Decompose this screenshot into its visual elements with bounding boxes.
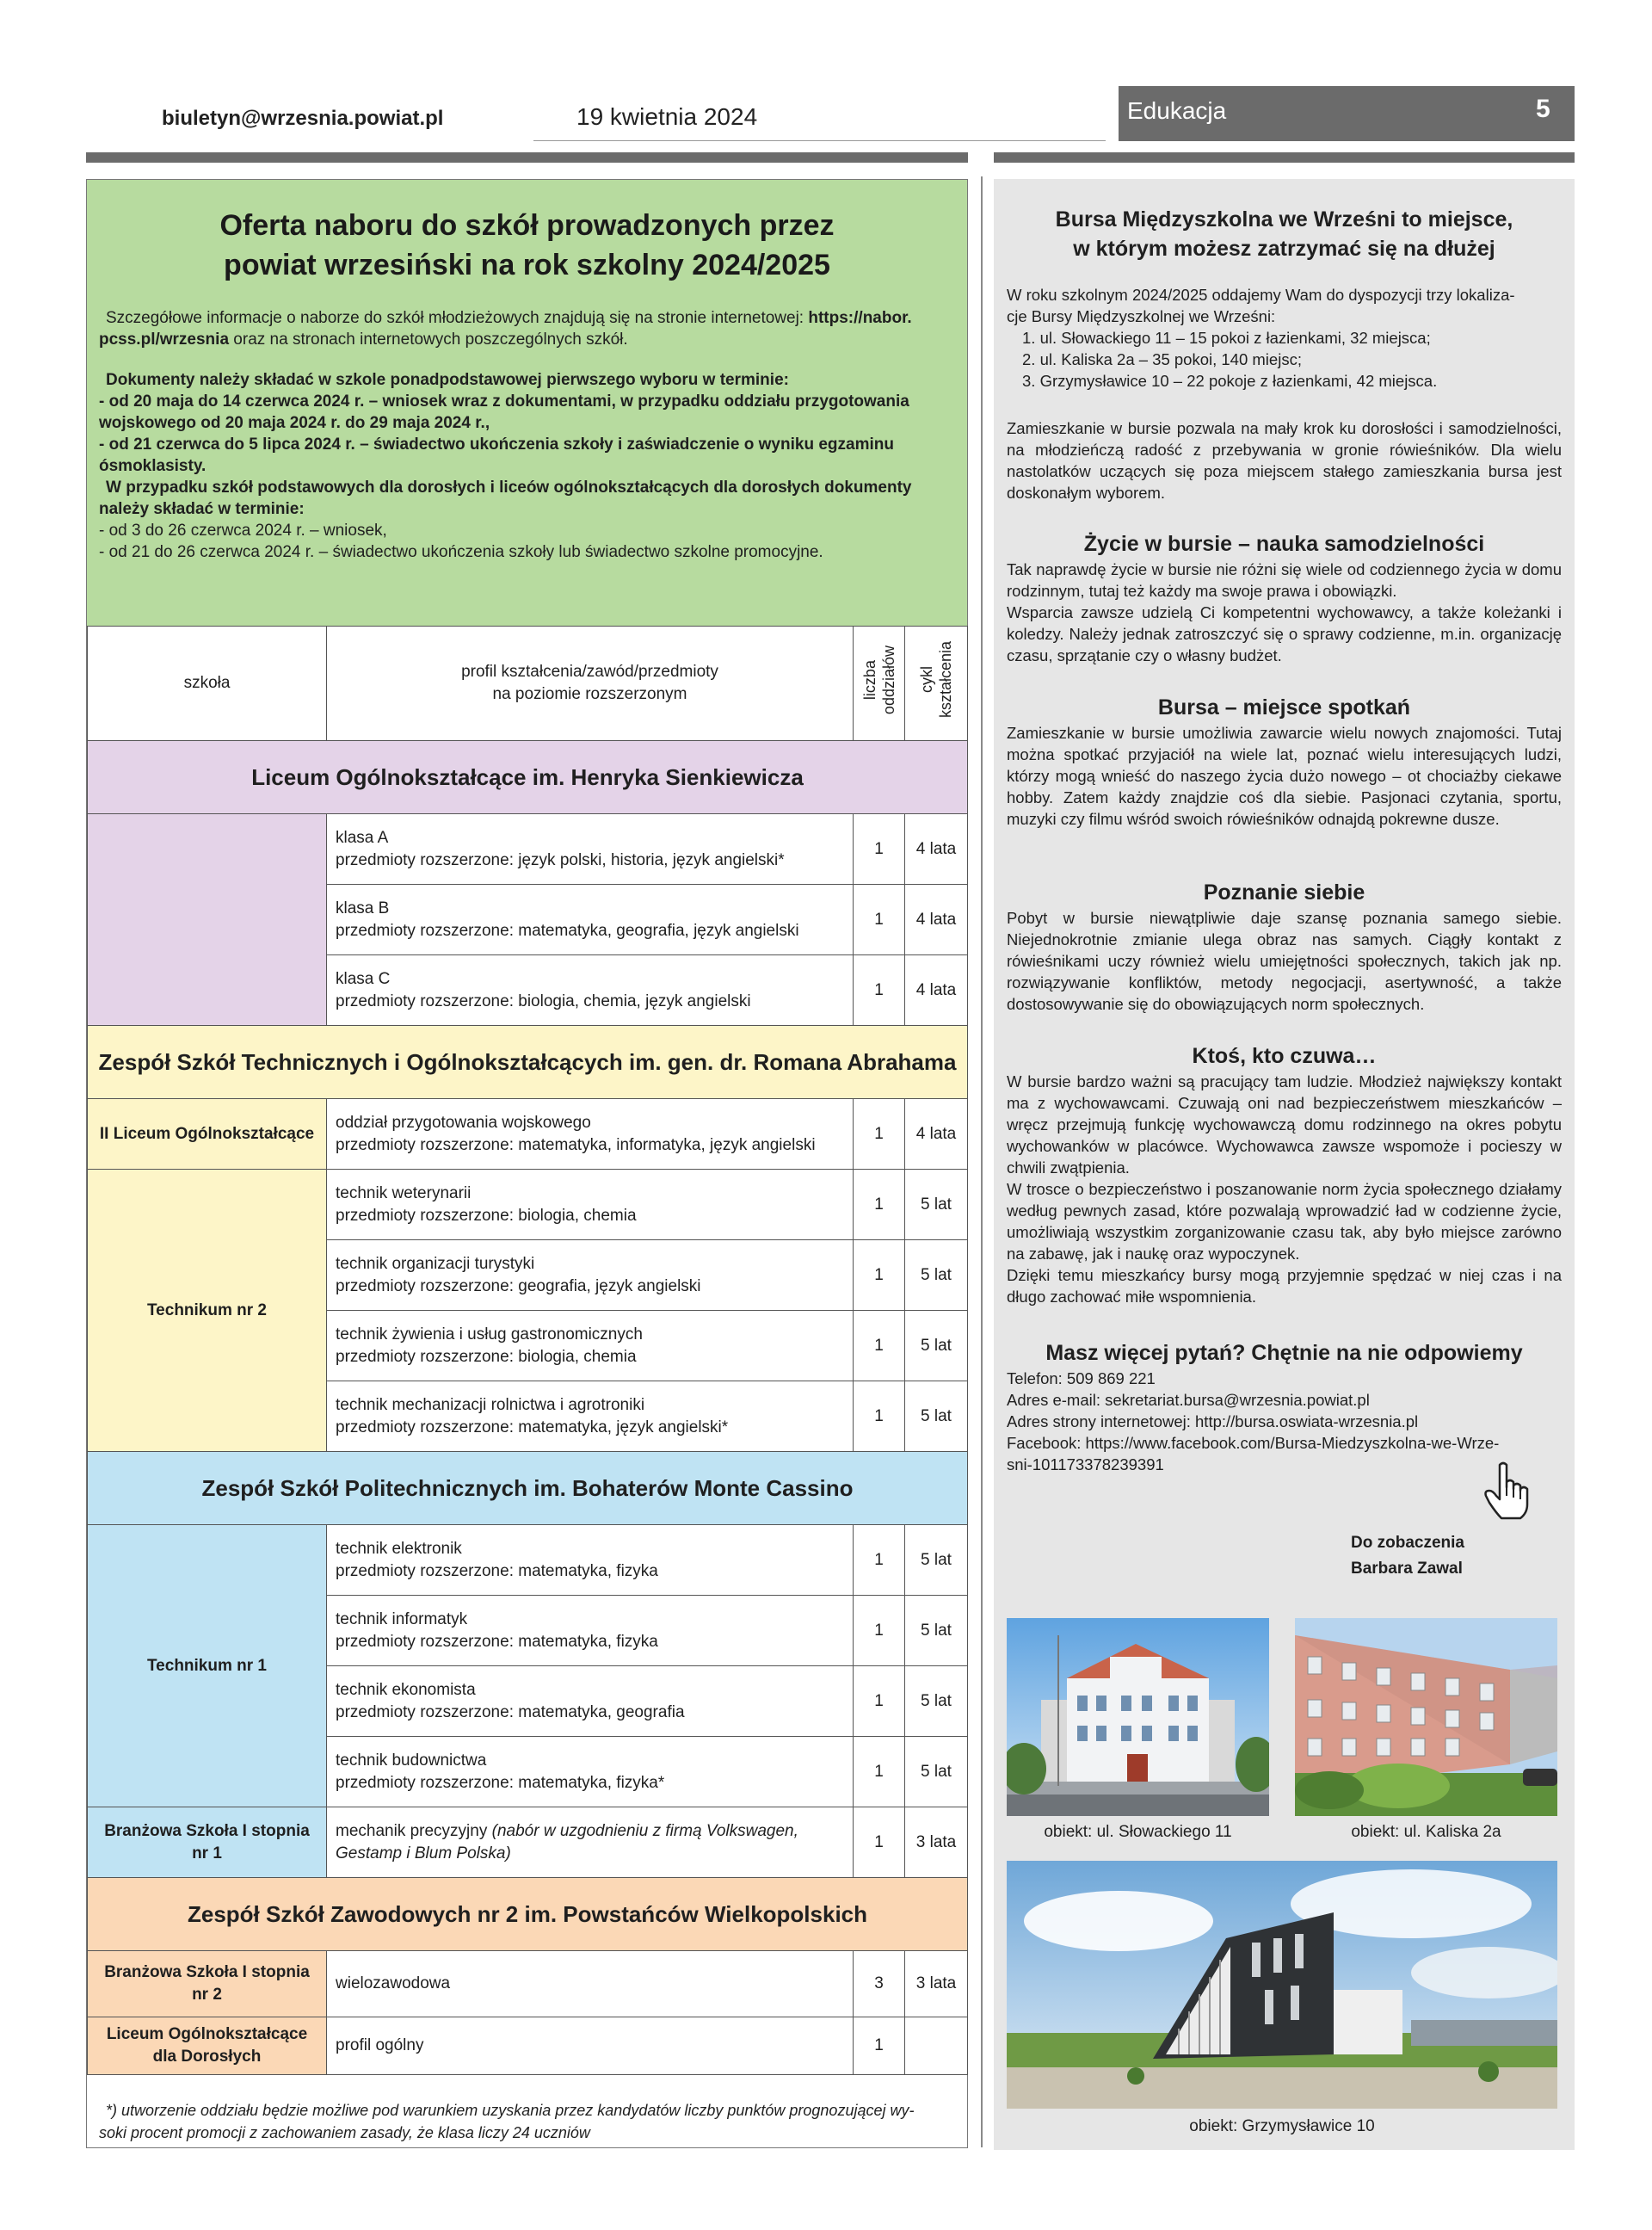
header-classes-text: liczba oddziałów xyxy=(860,645,897,715)
header-classes xyxy=(854,627,905,741)
cycle-cell: 5 lat xyxy=(905,1525,968,1596)
classes-cell: 1 xyxy=(854,1525,905,1596)
contact-email[interactable]: Adres e-mail: sekretariat.bursa@wrzesnia.powiat.pl xyxy=(1007,1391,1370,1409)
school-cell: Technikum nr 1 xyxy=(88,1525,327,1807)
bursa-section-life xyxy=(1007,529,1562,666)
profile-cell: klasa B przedmioty rozszerzone: matematyka, geografia, język angielski xyxy=(327,885,854,955)
info-link-part2[interactable]: pcss.pl/wrzesnia xyxy=(99,330,230,349)
classes-cell: 3 xyxy=(854,1951,905,2017)
intro-line1: W roku szkolnym 2024/2025 oddajemy Wam do dyspozycji trzy lokaliza- xyxy=(1007,286,1515,304)
table-header-row xyxy=(88,627,968,741)
signature-author: Barbara Zawal xyxy=(1351,1560,1463,1578)
section-name: Zespół Szkół Politechnicznych im. Bohaterów Monte Cassino xyxy=(88,1452,968,1525)
signature xyxy=(1351,1530,1464,1582)
cycle-cell: 5 lat xyxy=(905,1381,968,1452)
cycle-cell: 4 lata xyxy=(905,1099,968,1170)
profile-cell: technik organizacji turystyki przedmioty rozszerzone: geografia, język angielski xyxy=(327,1240,854,1311)
table-row xyxy=(88,1525,968,1596)
rule-left xyxy=(86,152,968,163)
offer-title-line2: powiat wrzesiński na rok szkolny 2024/2025 xyxy=(224,249,830,281)
cycle-cell: 4 lata xyxy=(905,814,968,885)
bursa-intro xyxy=(1007,284,1562,392)
docs-term2b: ósmoklasisty. xyxy=(99,457,206,475)
classes-cell: 1 xyxy=(854,885,905,955)
header-email[interactable]: biuletyn@wrzesnia.powiat.pl xyxy=(162,107,444,130)
classes-cell: 1 xyxy=(854,1311,905,1381)
caption-slowackiego: obiekt: ul. Słowackiego 11 xyxy=(1044,1823,1232,1841)
classes-cell: 1 xyxy=(854,1170,905,1240)
schools-table xyxy=(87,626,968,2075)
info-paragraph-cont xyxy=(99,329,959,350)
section-name: Zespół Szkół Zawodowych nr 2 im. Powstańców Wielkopolskich xyxy=(88,1878,968,1951)
admissions-panel xyxy=(86,179,968,2148)
info-post: oraz na stronach internetowych poszczególnych szkół. xyxy=(229,330,628,349)
section-body: W bursie bardzo ważni są pracujący tam ludzie. Młodzież największy kontakt ma z wychowawcami. Czuwają oni nad bezpieczeństwem mieszkańców – wręcz przejmują funkcję wychowawczą domu rodzinnego na okres pobytu wychowanków w placówce. Wychowawca zawsze wspomoże i pocieszy w chwili zwątpienia. W trosce o bezpieczeństwo i poszanowanie norm życia społecznego działamy według pewnych zasad, które pozwalają wprowadzić ład w codzienne życie, umożliwiają wszystkim zorganizowanie czasu tak, aby było miejsce zarówno na zabawę, jak i naukę oraz wypoczynek. Dzięki temu mieszkańcy bursy mogą przyjemnie spędzać w niej czas i na długo zachować miłe wspomnienia. xyxy=(1007,1072,1562,1306)
contact-body xyxy=(1007,1368,1562,1475)
section-body: Tak naprawdę życie w bursie nie różni się wiele od codziennego życia w domu rodzinnym, tutaj też każdy ma swoje prawa i obowiązki. Wsparcia zawsze udzielą Ci kompetentni wychowawcy, a także koleżanki i koledzy. Należy jednak zatroszczyć się o sprawy codzienne, m.in. organizację czasu, sprzątanie czy o własny budżet. xyxy=(1007,560,1562,664)
section-heading: Bursa – miejsce spotkań xyxy=(1157,695,1411,720)
school-cell-empty xyxy=(88,814,327,1026)
offer-title-line1: Oferta naboru do szkół prowadzonych przez xyxy=(219,209,835,242)
profile-cell: technik żywienia i usług gastronomicznych przedmioty rozszerzone: biologia, chemia xyxy=(327,1311,854,1381)
docs-term1b: wojskowego od 20 maja 2024 r. do 29 maja 2024 r., xyxy=(99,414,490,432)
cycle-cell xyxy=(905,2017,968,2075)
photo-kaliska xyxy=(1295,1618,1557,1816)
location-item: 2. ul. Kaliska 2a – 35 pokoi, 140 miejsc; xyxy=(1022,350,1302,368)
section-label: Edukacja xyxy=(1127,97,1227,124)
adult-heading-b: należy składać w terminie: xyxy=(99,500,305,518)
info-paragraph xyxy=(99,307,959,329)
bursa-para1: Zamieszkanie w bursie pozwala na mały krok ku dorosłości i samodzielności, na młodzieńczą radość z przebywania w gronie rówieśników. Dla wielu nastolatków uczących się poza miejscem stałego zamieszkania bursa jest doskonałym wyborem. xyxy=(1007,419,1562,502)
table-row xyxy=(88,2017,968,2075)
docs-term1a: - od 20 maja do 14 czerwca 2024 r. – wniosek wraz z dokumentami, w przypadku oddziału przygotowania xyxy=(99,392,909,411)
cycle-cell: 5 lat xyxy=(905,1596,968,1666)
docs-term2a: - od 21 czerwca do 5 lipca 2024 r. – świadectwo ukończenia szkoły i zaświadczenie o wyniku egzaminu xyxy=(99,435,894,454)
signature-greeting: Do zobaczenia xyxy=(1351,1534,1464,1552)
table-row xyxy=(88,1099,968,1170)
header-cycle-text: cykl kształcenia xyxy=(918,641,954,719)
cycle-cell: 4 lata xyxy=(905,955,968,1026)
contact-website[interactable]: Adres strony internetowej: http://bursa.oswiata-wrzesnia.pl xyxy=(1007,1412,1419,1430)
section-name: Liceum Ogólnokształcące im. Henryka Sienkiewicza xyxy=(88,741,968,814)
section-heading: Życie w bursie – nauka samodzielności xyxy=(1083,532,1485,556)
bursa-title xyxy=(1007,205,1562,263)
photo-slowackiego xyxy=(1007,1618,1269,1816)
info-pre: Szczegółowe informacje o naborze do szkół młodzieżowych znajdują się na stronie internetowej: xyxy=(106,309,809,327)
location-item: 3. Grzymysławice 10 – 22 pokoje z łazienkami, 42 miejsca. xyxy=(1022,372,1438,390)
school-cell: Branżowa Szkoła I stopnia nr 2 xyxy=(88,1951,327,2017)
section-body: Pobyt w bursie niewątpliwie daje szansę poznania samego siebie. Niejednokrotnie zmianie ulega obraz nas samych. Ciągły kontakt z rówieśnikami uczy również wielu umiejętności społecznych, takich jak np. rozwiązywanie konfliktów, metody negocjacji, asertywność, a także dostosowywanie się do obowiązujących norm społecznych. xyxy=(1007,909,1562,1013)
classes-cell: 1 xyxy=(854,814,905,885)
profile-cell: technik budownictwa przedmioty rozszerzone: matematyka, fizyka* xyxy=(327,1737,854,1807)
profile-cell: klasa C przedmioty rozszerzone: biologia, chemia, język angielski xyxy=(327,955,854,1026)
classes-cell: 1 xyxy=(854,2017,905,2075)
offer-box xyxy=(87,180,967,626)
cycle-cell: 3 lata xyxy=(905,1807,968,1878)
cycle-cell: 5 lat xyxy=(905,1311,968,1381)
school-cell: II Liceum Ogólnokształcące xyxy=(88,1099,327,1170)
cycle-cell: 5 lat xyxy=(905,1170,968,1240)
rule-right xyxy=(994,152,1575,163)
docs-heading: Dokumenty należy składać w szkole ponadpodstawowej pierwszego wyboru w terminie: xyxy=(106,371,789,389)
header-cycle xyxy=(905,627,968,741)
school-cell: Technikum nr 2 xyxy=(88,1170,327,1452)
caption-kaliska: obiekt: ul. Kaliska 2a xyxy=(1351,1823,1501,1841)
page-number: 5 xyxy=(1536,95,1550,123)
cycle-cell: 5 lat xyxy=(905,1240,968,1311)
header-underline xyxy=(533,140,1106,141)
header-profile xyxy=(327,627,854,741)
bursa-title-line1: Bursa Międzyszkolna we Wrześni to miejsce, xyxy=(1055,207,1513,232)
section-header-zsz xyxy=(88,1878,968,1951)
header-profile-line1: profil kształcenia/zawód/przedmioty xyxy=(461,663,718,681)
bursa-title-line2: w którym możesz zatrzymać się na dłużej xyxy=(1073,237,1495,261)
section-name: Zespół Szkół Technicznych i Ogólnokształcących im. gen. dr. Romana Abrahama xyxy=(88,1026,968,1099)
column-divider xyxy=(981,176,983,2147)
header-date: 19 kwietnia 2024 xyxy=(576,103,758,130)
profile-cell: profil ogólny xyxy=(327,2017,854,2075)
header-profile-line2: na poziomie rozszerzonym xyxy=(492,685,687,703)
cycle-cell: 5 lat xyxy=(905,1666,968,1737)
bursa-section-care xyxy=(1007,1041,1562,1307)
bursa-contact xyxy=(1007,1338,1562,1475)
classes-cell: 1 xyxy=(854,1807,905,1878)
contact-facebook[interactable]: Facebook: https://www.facebook.com/Bursa-Miedzyszkolna-we-Wrze- sni-101173378239391 xyxy=(1007,1434,1500,1473)
section-header-lo xyxy=(88,741,968,814)
section-header-zsto xyxy=(88,1026,968,1099)
profile-cell: klasa A przedmioty rozszerzone: język polski, historia, język angielski* xyxy=(327,814,854,885)
cycle-cell: 4 lata xyxy=(905,885,968,955)
contact-phone[interactable]: Telefon: 509 869 221 xyxy=(1007,1369,1156,1387)
photo-grzymyslawice xyxy=(1007,1861,1557,2109)
classes-cell: 1 xyxy=(854,1737,905,1807)
profile-cell: technik elektronik przedmioty rozszerzone: matematyka, fizyka xyxy=(327,1525,854,1596)
profile-cell: technik mechanizacji rolnictwa i agrotroniki przedmioty rozszerzone: matematyka, język angielski* xyxy=(327,1381,854,1452)
adult-term2: - od 21 do 26 czerwca 2024 r. – świadectwo ukończenia szkoły lub świadectwo szkolne promocyjne. xyxy=(99,543,823,561)
classes-cell: 1 xyxy=(854,1596,905,1666)
table-footnote xyxy=(99,2099,959,2144)
bursa-section-meetings xyxy=(1007,693,1562,830)
section-heading: Ktoś, kto czuwa… xyxy=(1192,1044,1377,1068)
table-row xyxy=(88,1807,968,1878)
classes-cell: 1 xyxy=(854,1666,905,1737)
contact-heading: Masz więcej pytań? Chętnie na nie odpowiemy xyxy=(1045,1341,1523,1365)
adult-heading-a: W przypadku szkół podstawowych dla dorosłych i liceów ogólnokształcących dla dorosłych dokumenty xyxy=(106,479,912,497)
table-row xyxy=(88,814,968,885)
section-heading: Poznanie siebie xyxy=(1203,880,1365,905)
location-item: 1. ul. Słowackiego 11 – 15 pokoi z łazienkami, 32 miejsca; xyxy=(1022,329,1431,347)
cycle-cell: 5 lat xyxy=(905,1737,968,1807)
section-body: Zamieszkanie w bursie umożliwia zawarcie wielu nowych znajomości. Tutaj można spotkać przyjaciół na wiele lat, poznać wielu interesujących ludzi, którzy mogą wnieść do naszego życia dużo nowego – ot chociażby ciekawe hobby. Zatem każdy znajdzie coś dla siebie. Pasjonaci czytania, sportu, muzyki czy filmu wśród swoich rówieśników odnajdą pokrewne dusze. xyxy=(1007,724,1562,828)
header-school: szkoła xyxy=(88,627,327,741)
profile-cell: technik ekonomista przedmioty rozszerzone: matematyka, geografia xyxy=(327,1666,854,1737)
profile-cell: technik informatyk przedmioty rozszerzone: matematyka, fizyka xyxy=(327,1596,854,1666)
info-link-part1[interactable]: https://nabor. xyxy=(808,309,912,327)
table-row xyxy=(88,1951,968,2017)
school-cell: Liceum Ogólnokształcące dla Dorosłych xyxy=(88,2017,327,2075)
footnote-line1: *) utworzenie oddziału będzie możliwe pod warunkiem uzyskania przez kandydatów liczby punktów prognozującej wy- xyxy=(106,2102,915,2119)
cycle-cell: 3 lata xyxy=(905,1951,968,2017)
bursa-section-self xyxy=(1007,878,1562,1015)
profile-cell: mechanik precyzyjny (nabór w uzgodnieniu z firmą Volkswagen, Gestamp i Blum Polska) xyxy=(327,1807,854,1878)
offer-title xyxy=(104,206,950,285)
offer-info xyxy=(99,307,959,563)
classes-cell: 1 xyxy=(854,1240,905,1311)
table-row xyxy=(88,1170,968,1240)
classes-cell: 1 xyxy=(854,1099,905,1170)
profile-cell: technik weterynarii przedmioty rozszerzone: biologia, chemia xyxy=(327,1170,854,1240)
classes-cell: 1 xyxy=(854,955,905,1026)
profile-cell: oddział przygotowania wojskowego przedmioty rozszerzone: matematyka, informatyka, język angielski xyxy=(327,1099,854,1170)
school-cell: Branżowa Szkoła I stopnia nr 1 xyxy=(88,1807,327,1878)
adult-term1: - od 3 do 26 czerwca 2024 r. – wniosek, xyxy=(99,522,387,540)
caption-grzymyslawice: obiekt: Grzymysławice 10 xyxy=(1189,2117,1375,2135)
intro-line2: cje Bursy Międzyszkolnej we Wrześni: xyxy=(1007,307,1276,325)
section-header-zsp xyxy=(88,1452,968,1525)
classes-cell: 1 xyxy=(854,1381,905,1452)
hand-pointer-icon xyxy=(1484,1461,1531,1520)
profile-cell: wielozawodowa xyxy=(327,1951,854,2017)
footnote-line2: soki procent promocji z zachowaniem zasady, że klasa liczy 24 uczniów xyxy=(99,2124,590,2141)
